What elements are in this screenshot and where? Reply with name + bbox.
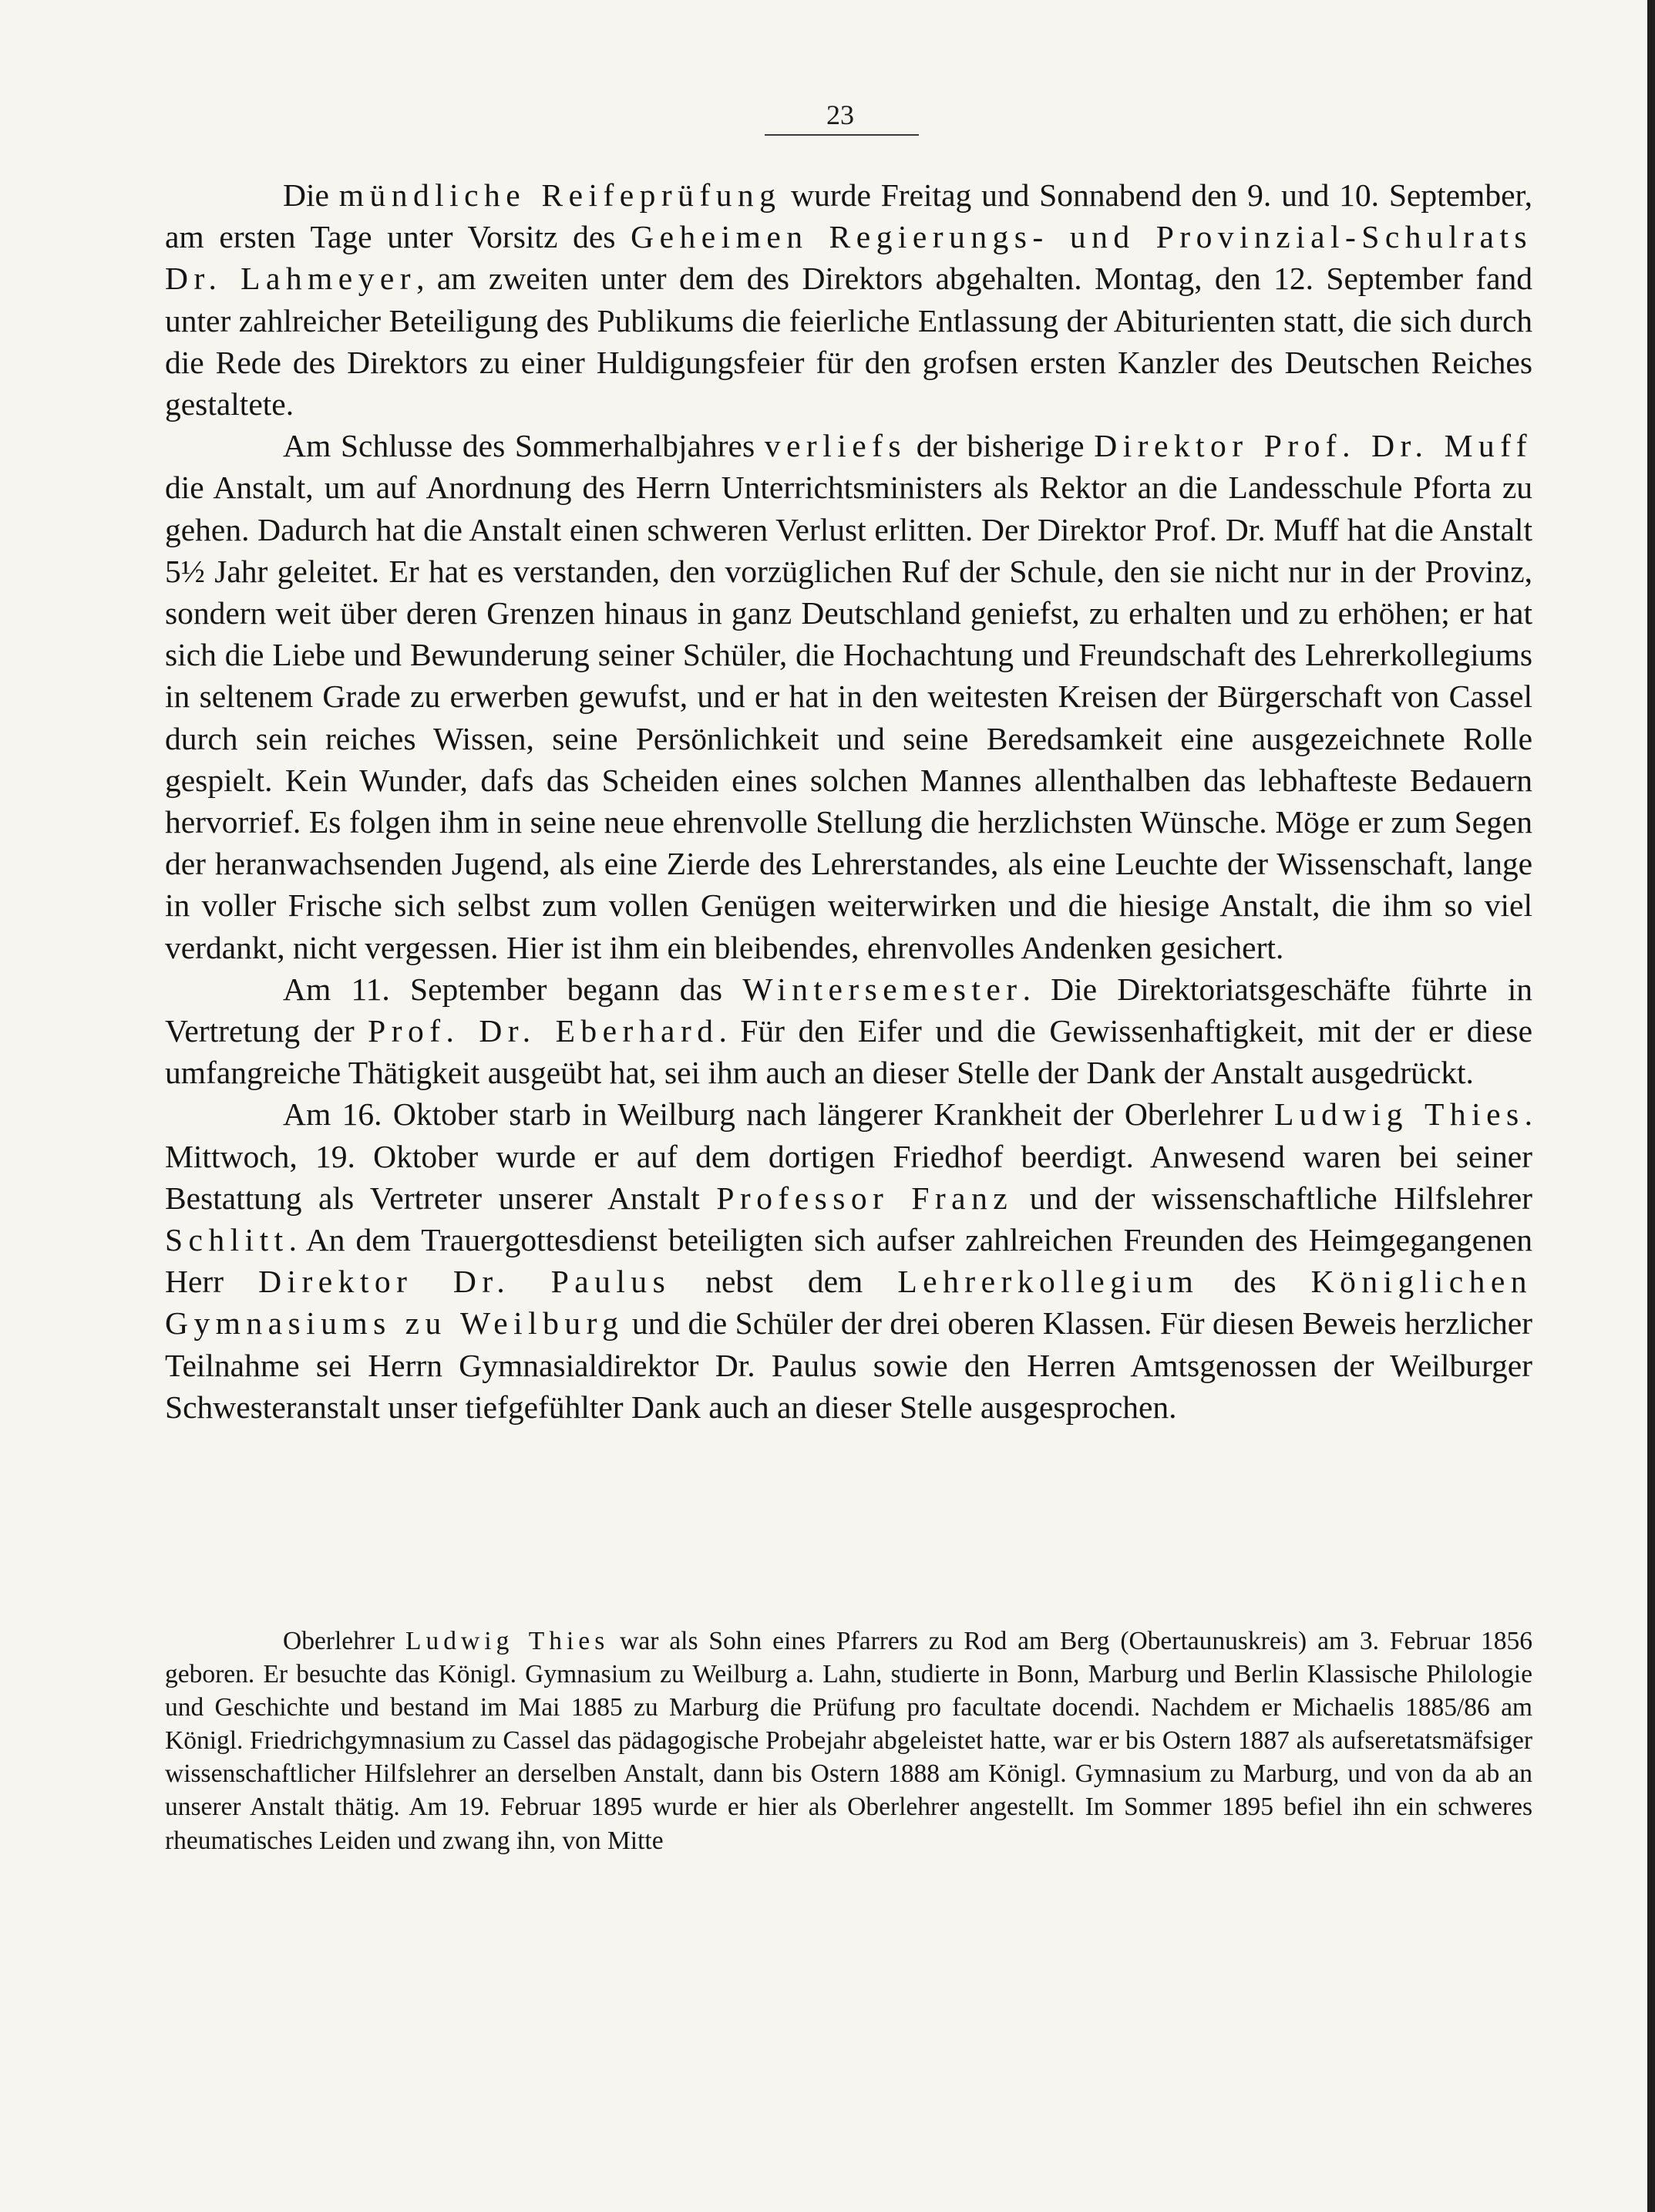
text-segment: wurde Freitag und Sonnabend den 9. und 10. September, am ersten Tage unter Vorsitz des bbox=[165, 177, 1533, 255]
emphasis-segment: Direktor Prof. Dr. Muff bbox=[1094, 428, 1532, 464]
emphasis-segment: Ludwig Thies bbox=[405, 1627, 610, 1655]
emphasis-segment: Professor Franz bbox=[716, 1180, 1014, 1216]
text-segment: nebst dem bbox=[671, 1264, 898, 1300]
footnote-paragraph bbox=[165, 1624, 1532, 1857]
page-number-rule bbox=[765, 134, 919, 136]
emphasis-segment: Schlitt bbox=[165, 1222, 289, 1258]
page-number: 23 bbox=[826, 99, 854, 130]
paragraph-direktor-muff bbox=[165, 425, 1532, 968]
main-text bbox=[165, 174, 1532, 1428]
emphasis-segment: mündliche Reifeprüfung bbox=[338, 177, 782, 213]
text-segment: . Für den Eifer und die Gewissenhaftigkeit, mit der er diese umfangreiche Thätigkeit ausgeübt hat, sei ihm auch an dieser Stelle der Dank der Anstalt ausgedrückt. bbox=[165, 1013, 1532, 1091]
emphasis-segment: Prof. Dr. Eberhard bbox=[368, 1013, 719, 1049]
text-segment: und die Schüler der drei oberen Klassen. Für diesen Beweis herzlicher Teilnahme sei Herrn Gymnasialdirektor Dr. Paulus sowie den Herren Amtsgenossen der Weilburger Schwesteranstalt unser tiefgefühlter Dank auch an dieser Stelle ausgesprochen. bbox=[165, 1305, 1533, 1425]
emphasis-segment: Königlichen Gymnasiums zu Weilburg bbox=[165, 1264, 1532, 1342]
text-segment: Am 11. September begann das bbox=[283, 971, 743, 1007]
text-segment: die Anstalt, um auf Anordnung des Herrn Unterrichtsministers als Rektor an die Landesschule Pforta zu gehen. Dadurch hat die Anstalt einen schweren Verlust erlitten. Der Direktor Prof. Dr. Muff hat die Anstalt 5½ Jahr geleitet. Er hat es verstanden, den vorzüglichen Ruf der Schule, den sie nicht nur in der Provinz, sondern weit über deren Grenzen hinaus in ganz Deutschland geniefst, zu erhalten und zu erhöhen; er hat sich die Liebe und Bewunderung seiner Schüler, die Hochachtung und Freundschaft des Lehrerkollegiums in seltenem Grade zu erwerben gewufst, und er hat in den weitesten Kreisen der Bürgerschaft von Cassel durch sein reiches Wissen, seine Persönlichkeit und seine Beredsamkeit eine ausgezeichnete Rolle gespielt. Kein Wunder, dafs das Scheiden eines solchen Mannes allenthalben das lebhafteste Bedauern hervorrief. Es folgen ihm in seine neue ehrenvolle Stellung die herzlichsten Wünsche. Möge er zum Segen der heranwachsenden Jugend, als eine Zierde des Lehrerstandes, als eine Leuchte der Wissenschaft, lange in voller Frische sich selbst zum vollen Genügen weiterwirken und die hiesige Anstalt, die ihm so viel verdankt, nicht vergessen. Hier ist ihm ein bleibendes, ehrenvolles Andenken gesichert. bbox=[165, 470, 1532, 965]
text-segment: Die bbox=[283, 177, 339, 213]
emphasis-segment: Ludwig Thies bbox=[1274, 1096, 1525, 1133]
footnote-thies-biography bbox=[165, 1624, 1532, 1857]
text-segment: Am Schlusse des Sommerhalbjahres bbox=[283, 428, 765, 464]
emphasis-segment: verliefs bbox=[764, 428, 907, 464]
text-segment: , am zweiten unter dem des Direktors abgehalten. Montag, den 12. September fand unter zahlreicher Beteiligung des Publikums die feierliche Entlassung der Abiturienten statt, die sich durch die Rede des Direktors zu einer Huldigungsfeier für den grofsen ersten Kanzler des Deutschen Reiches gestaltete. bbox=[165, 261, 1532, 423]
text-segment: des bbox=[1199, 1264, 1311, 1300]
paragraph-thies-death bbox=[165, 1093, 1532, 1428]
text-segment: . Mittwoch, 19. Oktober wurde er auf dem dortigen Friedhof beerdigt. Anwesend waren bei seiner Bestattung als Vertreter unserer Anstalt bbox=[165, 1096, 1532, 1216]
emphasis-segment: Geheimen Regierungs- und Provinzial-Schulrats Dr. Lahmeyer bbox=[165, 219, 1532, 297]
emphasis-segment: Lehrerkollegium bbox=[897, 1264, 1199, 1300]
emphasis-segment: Wintersemester bbox=[742, 971, 1023, 1007]
text-segment: und der wissenschaftliche Hilfslehrer bbox=[1013, 1180, 1532, 1216]
text-segment: . An dem Trauergottesdienst beteiligten sich aufser zahlreichen Freunden des Heimgegangenen Herr bbox=[165, 1222, 1532, 1300]
text-segment: Oberlehrer bbox=[283, 1627, 405, 1655]
text-segment: war als Sohn eines Pfarrers zu Rod am Berg (Obertaunuskreis) am 3. Februar 1856 geboren. Er besuchte das Königl. Gymnasium zu Weilburg a. Lahn, studierte in Bonn, Marburg und Berlin Klassische Philologie und Geschichte und bestand im Mai 1885 zu Marburg die Prüfung pro facultate docendi. Nachdem er Michaelis 1885/86 am Königl. Friedrichgymnasium zu Cassel das pädagogische Probejahr abgeleistet hatte, war er bis Ostern 1887 als aufseretatsmäfsiger wissenschaftlicher Hilfslehrer an derselben Anstalt, dann bis Ostern 1888 am Königl. Gymnasium zu Marburg, und von da ab an unserer Anstalt thätig. Am 19. Februar 1895 wurde er hier als Oberlehrer angestellt. Im Sommer 1895 befiel ihn ein schweres rheumatisches Leiden und zwang ihn, von Mitte bbox=[165, 1627, 1532, 1855]
text-segment: der bisherige bbox=[907, 428, 1095, 464]
paragraph-wintersemester bbox=[165, 968, 1532, 1094]
text-segment: Am 16. Oktober starb in Weilburg nach längerer Krankheit der Oberlehrer bbox=[283, 1096, 1275, 1133]
paragraph-reifepruefung bbox=[165, 174, 1532, 425]
text-segment: . Die Direktoriatsgeschäfte führte in Vertretung der bbox=[165, 971, 1532, 1049]
emphasis-segment: Direktor Dr. Paulus bbox=[258, 1264, 671, 1300]
